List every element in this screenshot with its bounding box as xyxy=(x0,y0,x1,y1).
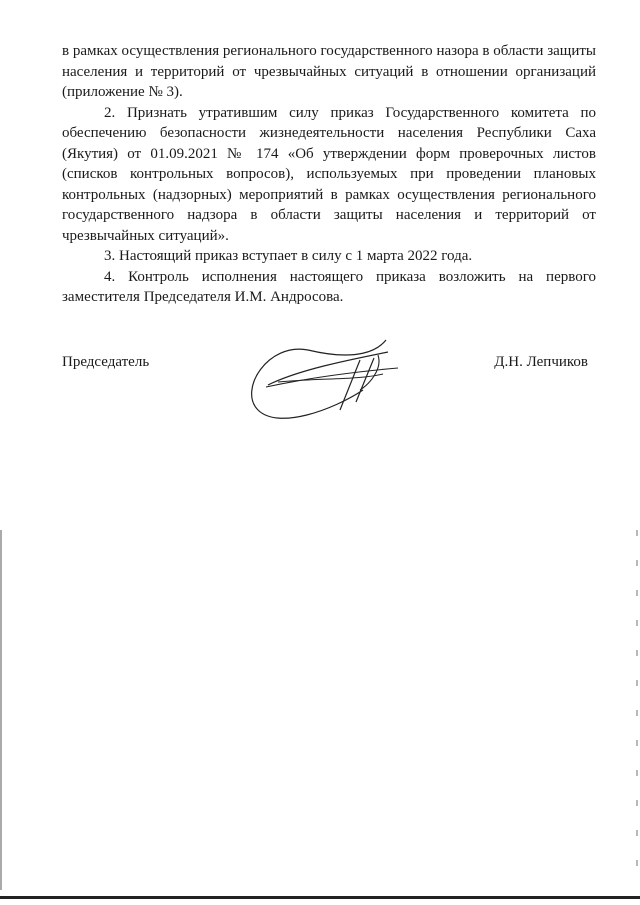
paragraph-item-4: 4. Контроль исполнения настоящего приказа возложить на первого заместителя Председателя И.М. Андросова. xyxy=(62,268,596,305)
handwritten-signature-icon xyxy=(238,330,418,430)
scan-edge-right xyxy=(636,530,638,890)
document-body xyxy=(62,41,596,308)
signer-name: Д.Н. Лепчиков xyxy=(494,354,588,370)
signer-position: Председатель xyxy=(62,354,150,370)
paragraph-item-2: 2. Признать утратившим силу приказ Государственного комитета по обеспечению безопасности жизнедеятельности населения Республики Саха (Якутия) от 01.09.2021 № 174 «Об утверждении форм проверочных листов (списков контрольных вопросов), используемых при проведении плановых контрольных (надзорных) мероприятий в рамках осуществления регионального государственного надзора в области защиты населения и территорий от чрезвычайных ситуаций». xyxy=(62,104,596,244)
paragraph-continuation: в рамках осуществления регионального государственного назора в области защиты населения и территорий от чрезвычайных ситуаций в отношении организаций (приложение № 3). xyxy=(62,43,596,100)
scan-edge-left xyxy=(0,530,2,890)
paragraph-item-3: 3. Настоящий приказ вступает в силу с 1 марта 2022 года. xyxy=(104,248,473,264)
scan-edge-bottom xyxy=(0,896,640,899)
